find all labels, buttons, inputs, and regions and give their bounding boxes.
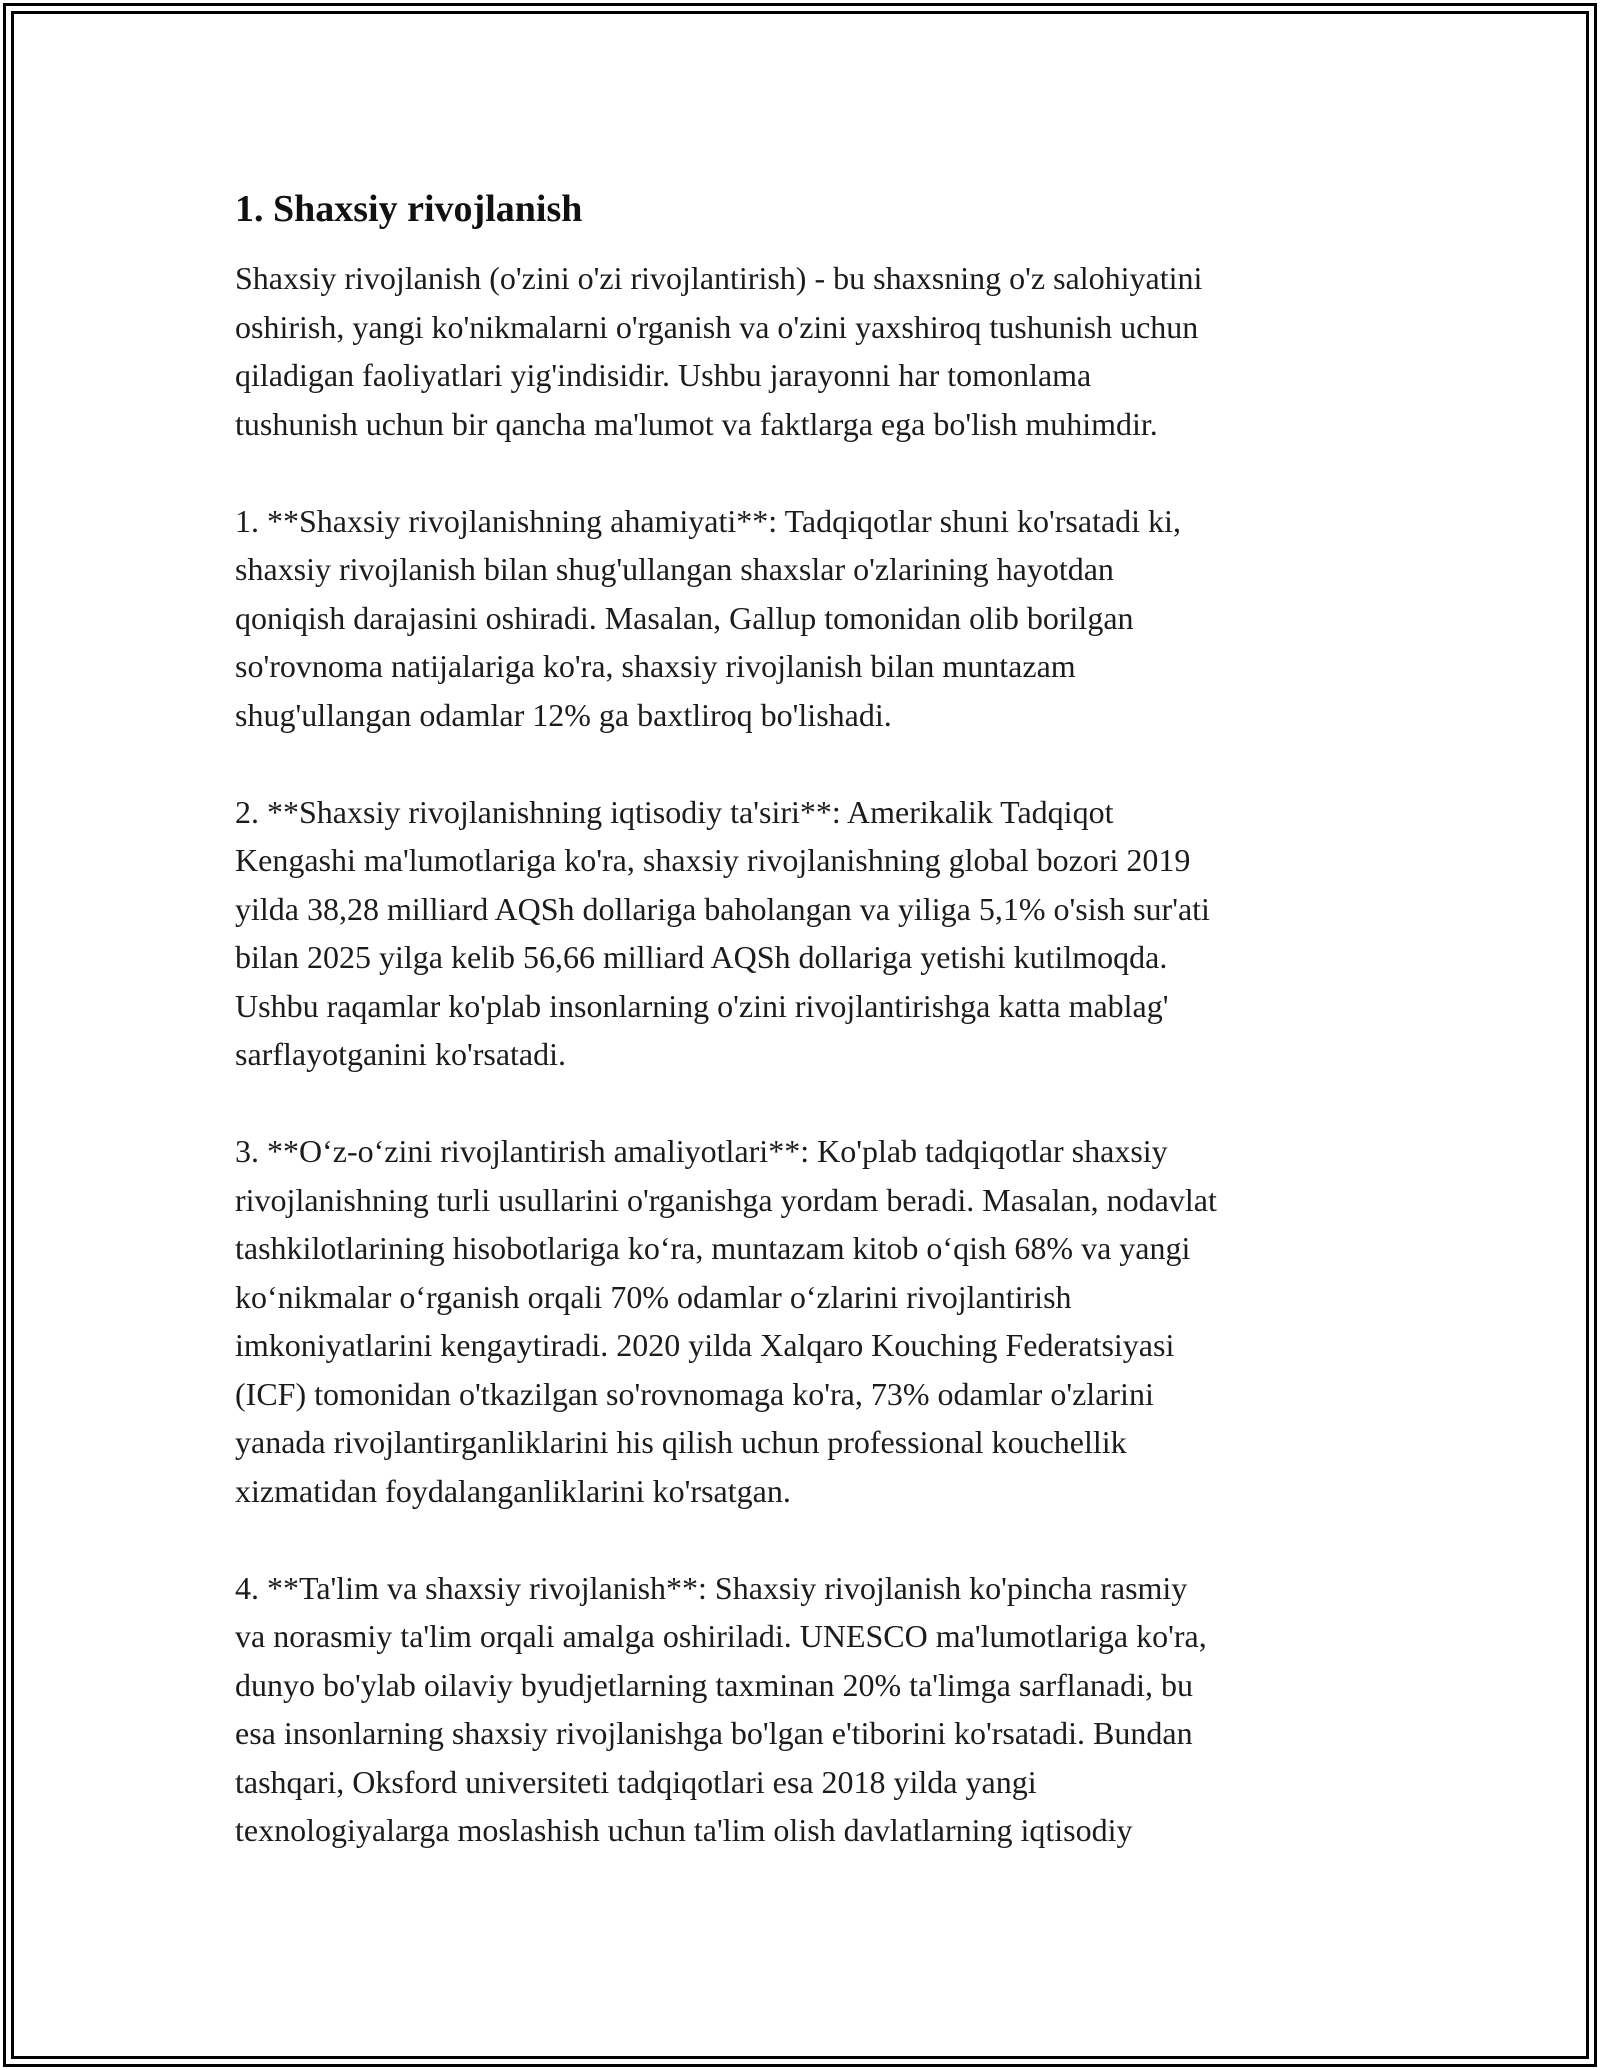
text-line: sarflayotganini ko'rsatadi. (235, 1036, 566, 1072)
text-line: imkoniyatlarini kengaytiradi. 2020 yilda Xalqaro Kouching Federatsiyasi (235, 1327, 1175, 1363)
document-body (235, 184, 1370, 1855)
text-line: bilan 2025 yilga kelib 56,66 milliard AQSh dollariga yetishi kutilmoqda. (235, 939, 1168, 975)
text-line: Shaxsiy rivojlanish (o'zini o'zi rivojlantirish) - bu shaxsning o'z salohiyatini (235, 260, 1203, 296)
text-line: 1. **Shaxsiy rivojlanishning ahamiyati**: Tadqiqotlar shuni ko'rsatadi ki, (235, 502, 1181, 539)
text-line: 3. **O‘z-o‘zini rivojlantirish amaliyotlari**: Ko'plab tadqiqotlar shaxsiy (235, 1133, 1168, 1169)
list-item-paragraph-1 (235, 497, 1370, 740)
text-line: texnologiyalarga moslashish uchun ta'lim olish davlatlarning iqtisodiy (235, 1812, 1133, 1848)
text-line: yilda 38,28 milliard AQSh dollariga baholangan va yiliga 5,1% o'sish sur'ati (235, 890, 1210, 927)
list-item-paragraph-4 (235, 1564, 1370, 1855)
text-line: shaxsiy rivojlanish bilan shug'ullangan shaxslar o'zlarining hayotdan (235, 551, 1114, 587)
text-line: oshirish, yangi ko'nikmalarni o'rganish va o'zini yaxshiroq tushunish uchun (235, 308, 1199, 345)
text-line: tashkilotlarining hisobotlariga ko‘ra, muntazam kitob o‘qish 68% va yangi (235, 1230, 1191, 1266)
text-line: so'rovnoma natijalariga ko'ra, shaxsiy rivojlanish bilan muntazam (235, 648, 1076, 684)
text-line: ko‘nikmalar o‘rganish orqali 70% odamlar o‘zlarini rivojlantirish (235, 1278, 1072, 1315)
text-line: (ICF) tomonidan o'tkazilgan so'rovnomaga ko'ra, 73% odamlar o'zlarini (235, 1375, 1154, 1412)
text-line: yanada rivojlantirganliklarini his qilish uchun professional kouchellik (235, 1424, 1127, 1460)
section-heading: 1. Shaxsiy rivojlanish (235, 188, 583, 230)
list-item-paragraph-3 (235, 1127, 1370, 1515)
text-line: 4. **Ta'lim va shaxsiy rivojlanish**: Shaxsiy rivojlanish ko'pincha rasmiy (235, 1569, 1188, 1606)
text-line: Ushbu raqamlar ko'plab insonlarning o'zini rivojlantirishga katta mablag' (235, 987, 1169, 1024)
text-line: Kengashi ma'lumotlariga ko'ra, shaxsiy rivojlanishning global bozori 2019 (235, 842, 1191, 878)
text-line: tushunish uchun bir qancha ma'lumot va faktlarga ega bo'lish muhimdir. (235, 405, 1158, 442)
text-line: shug'ullangan odamlar 12% ga baxtliroq bo'lishadi. (235, 696, 892, 733)
text-line: 2. **Shaxsiy rivojlanishning iqtisodiy ta'siri**: Amerikalik Tadqiqot (235, 793, 1114, 830)
text-line: rivojlanishning turli usullarini o'rganishga yordam beradi. Masalan, nodavlat (235, 1181, 1217, 1218)
text-line: qiladigan faoliyatlari yig'indisidir. Ushbu jarayonni har tomonlama (235, 357, 1092, 393)
text-line: tashqari, Oksford universiteti tadqiqotlari esa 2018 yilda yangi (235, 1763, 1037, 1800)
text-line: xizmatidan foydalanganliklarini ko'rsatgan. (235, 1472, 791, 1509)
text-line: esa insonlarning shaxsiy rivojlanishga bo'lgan e'tiborini ko'rsatadi. Bundan (235, 1715, 1193, 1751)
text-line: dunyo bo'ylab oilaviy byudjetlarning taxminan 20% ta'limga sarflanadi, bu (235, 1666, 1193, 1703)
intro-paragraph (235, 254, 1370, 448)
text-line: va norasmiy ta'lim orqali amalga oshiriladi. UNESCO ma'lumotlariga ko'ra, (235, 1618, 1207, 1654)
text-line: qoniqish darajasini oshiradi. Masalan, Gallup tomonidan olib borilgan (235, 599, 1134, 636)
list-item-paragraph-2 (235, 788, 1370, 1079)
